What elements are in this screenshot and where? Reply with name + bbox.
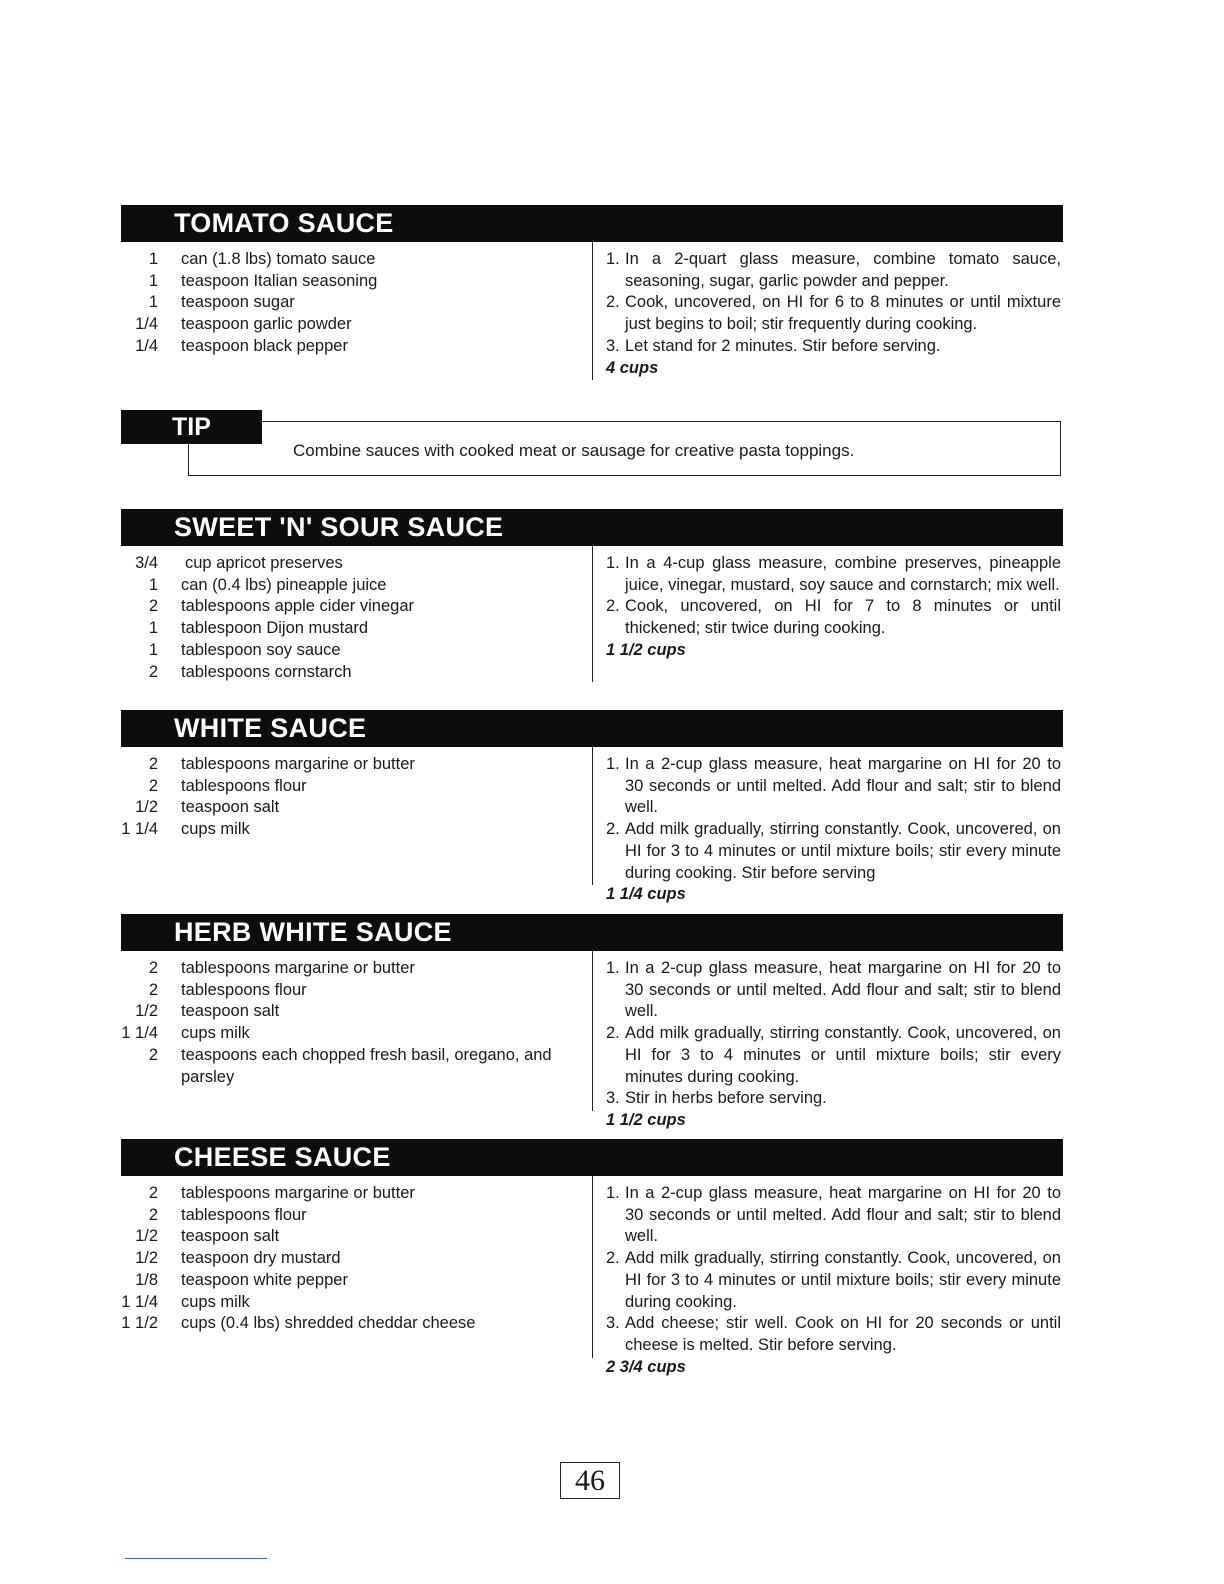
recipe-yield: 1 1/2 cups <box>606 640 686 659</box>
step <box>606 1313 1061 1356</box>
ingredient-item: tablespoon Dijon mustard <box>181 619 369 638</box>
step-text: Let stand for 2 minutes. Stir before serving. <box>625 336 941 355</box>
ingredient-qty: 2 <box>148 959 158 977</box>
ingredient-row <box>121 980 581 1002</box>
step <box>606 553 1061 596</box>
recipe-title: SWEET 'N' SOUR SAUCE <box>174 512 504 542</box>
ingredient-row <box>121 797 581 819</box>
ingredient-qty: 1 <box>148 293 158 312</box>
ingredient-row <box>121 1023 581 1045</box>
ingredient-qty: 1 <box>148 619 158 638</box>
ingredient-row <box>121 249 581 271</box>
step-number: 2. <box>606 1249 620 1268</box>
ingredient-row <box>121 1313 581 1335</box>
ingredient-item: tablespoons cornstarch <box>181 662 352 681</box>
step-text: In a 2-cup glass measure, heat margarine on HI for 20 to 30 seconds or until melted. Add flour and salt; stir to blend well. <box>625 1184 1061 1246</box>
ingredient-item: can (1.8 lbs) tomato sauce <box>181 250 376 268</box>
recipe-yield: 1 1/4 cups <box>606 885 686 904</box>
ingredient-list <box>121 553 581 683</box>
step-list <box>606 1183 1061 1378</box>
ingredient-qty: 2 <box>148 1045 158 1064</box>
ingredient-item: tablespoons flour <box>181 1205 307 1224</box>
recipe-herb-white-sauce <box>121 914 1063 1129</box>
ingredient-item: teaspoon dry mustard <box>181 1249 341 1268</box>
ingredient-item: cups milk <box>181 1024 250 1043</box>
ingredient-item: teaspoon black pepper <box>181 336 348 355</box>
recipe-yield: 2 3/4 cups <box>606 1357 686 1376</box>
ingredient-qty: 1/2 <box>135 798 158 817</box>
ingredient-qty: 1 <box>148 271 158 290</box>
recipe-title-bar <box>121 710 1063 747</box>
ingredient-row <box>121 958 581 980</box>
step <box>606 249 1061 292</box>
ingredient-row <box>121 1270 581 1292</box>
recipe-title: WHITE SAUCE <box>174 713 367 743</box>
recipe-title-bar <box>121 205 1063 242</box>
step-number: 2. <box>606 597 620 616</box>
ingredient-item: teaspoon white pepper <box>181 1270 348 1289</box>
step-text: In a 2-cup glass measure, heat margarine on HI for 20 to 30 seconds or until melted. Add flour and salt; stir to blend well. <box>625 755 1061 817</box>
ingredient-item: teaspoon salt <box>181 1002 280 1021</box>
step <box>606 1023 1061 1088</box>
ingredient-qty: 1 1/4 <box>121 1024 158 1043</box>
step-number: 3. <box>606 1089 620 1108</box>
step-number: 1. <box>606 1184 620 1202</box>
tip-label-tab <box>121 410 262 444</box>
ingredient-item: tablespoons flour <box>181 980 307 999</box>
ingredient-item: tablespoons apple cider vinegar <box>181 597 414 616</box>
tip-frame <box>188 421 1061 476</box>
step-text: Add milk gradually, stirring constantly. Cook, uncovered, on HI for 3 to 4 minutes or until mixture boils; stir every minute during cooking. <box>625 1249 1061 1311</box>
ingredient-qty: 2 <box>148 755 158 773</box>
recipe-title: HERB WHITE SAUCE <box>174 917 452 947</box>
ingredient-row <box>121 640 581 662</box>
ingredient-qty: 2 <box>148 1184 158 1202</box>
step-text: Add cheese; stir well. Cook on HI for 20 seconds or until cheese is melted. Stir before serving. <box>625 1314 1061 1354</box>
tip-box <box>121 410 1063 478</box>
ingredient-row <box>121 271 581 293</box>
ingredient-item: teaspoons each chopped fresh basil, oregano, and parsley <box>181 1045 552 1086</box>
step-text: Add milk gradually, stirring constantly. Cook, uncovered, on HI for 3 to 4 minutes or until mixture boils; stir every minute during cooking. Stir before serving <box>625 820 1061 882</box>
column-divider <box>592 546 593 682</box>
ingredient-item: cups milk <box>181 820 250 839</box>
ingredient-row <box>121 596 581 618</box>
ingredient-qty: 2 <box>148 597 158 616</box>
step-number: 2. <box>606 1024 620 1043</box>
ingredient-row <box>121 776 581 798</box>
step <box>606 754 1061 819</box>
step-list <box>606 958 1061 1132</box>
ingredient-row <box>121 1001 581 1023</box>
step-text: Cook, uncovered, on HI for 7 to 8 minutes or until thickened; stir twice during cooking. <box>625 597 1061 638</box>
ingredient-qty: 1/2 <box>135 1249 158 1268</box>
step-list <box>606 553 1061 662</box>
ingredient-item: cups (0.4 lbs) shredded cheddar cheese <box>181 1314 476 1333</box>
ingredient-item: teaspoon garlic powder <box>181 315 352 334</box>
recipe-title: CHEESE SAUCE <box>174 1142 391 1172</box>
ingredient-qty: 1/8 <box>135 1270 158 1289</box>
ingredient-qty: 1/2 <box>135 1002 158 1021</box>
step-text: Stir in herbs before serving. <box>625 1089 827 1108</box>
ingredient-row <box>121 819 581 841</box>
step <box>606 958 1061 1023</box>
ingredient-row <box>121 1205 581 1227</box>
ingredient-item: tablespoon soy sauce <box>181 640 341 659</box>
step-list <box>606 754 1061 906</box>
ingredient-row <box>121 314 581 336</box>
column-divider <box>592 242 593 380</box>
ingredient-row <box>121 662 581 684</box>
recipe-white-sauce <box>121 710 1063 904</box>
step-number: 1. <box>606 250 620 268</box>
ingredient-qty: 1 <box>148 640 158 659</box>
ingredient-qty: 2 <box>148 1205 158 1224</box>
column-divider <box>592 951 593 1111</box>
step-text: Add milk gradually, stirring constantly. Cook, uncovered, on HI for 3 to 4 minutes or until mixture boils; stir every minutes during cooking. <box>625 1024 1061 1086</box>
step <box>606 1088 1061 1110</box>
ingredient-item: tablespoons flour <box>181 776 307 795</box>
footer-rule <box>125 1558 267 1559</box>
step-text: In a 4-cup glass measure, combine preserves, pineapple juice, vinegar, mustard, soy sauce and cornstarch; mix well. <box>625 554 1061 594</box>
ingredient-qty: 1/4 <box>135 315 158 334</box>
recipe-title-bar <box>121 1139 1063 1176</box>
ingredient-qty: 2 <box>148 776 158 795</box>
recipe-sweet-n-sour-sauce <box>121 509 1063 686</box>
step-text: Cook, uncovered, on HI for 6 to 8 minutes or until mixture just begins to boil; stir frequently during cooking. <box>625 293 1061 334</box>
step-number: 1. <box>606 554 620 572</box>
step <box>606 292 1061 335</box>
step-number: 3. <box>606 336 620 355</box>
ingredient-row <box>121 292 581 314</box>
recipe-tomato-sauce <box>121 205 1063 383</box>
ingredient-row <box>121 1045 581 1088</box>
ingredient-list <box>121 958 581 1088</box>
ingredient-row <box>121 754 581 776</box>
column-divider <box>592 1176 593 1358</box>
ingredient-qty: 2 <box>148 980 158 999</box>
step <box>606 596 1061 639</box>
tip-label: TIP <box>172 413 211 441</box>
ingredient-list <box>121 249 581 358</box>
step <box>606 819 1061 884</box>
ingredient-item: cups milk <box>181 1292 250 1311</box>
recipe-title: TOMATO SAUCE <box>174 208 394 238</box>
ingredient-row <box>121 1183 581 1205</box>
step <box>606 1183 1061 1248</box>
ingredient-row <box>121 618 581 640</box>
recipe-yield: 4 cups <box>606 358 659 377</box>
step <box>606 336 1061 358</box>
ingredient-item: can (0.4 lbs) pineapple juice <box>181 575 387 594</box>
recipe-cheese-sauce <box>121 1139 1063 1376</box>
ingredient-row <box>121 1248 581 1270</box>
step-number: 1. <box>606 959 620 977</box>
recipe-title-bar <box>121 509 1063 546</box>
ingredient-qty: 1 1/2 <box>121 1314 158 1333</box>
ingredient-list <box>121 1183 581 1335</box>
step-number: 3. <box>606 1314 620 1333</box>
ingredient-item: cup apricot preserves <box>185 554 343 572</box>
step <box>606 1248 1061 1313</box>
ingredient-qty: 3/4 <box>135 554 158 572</box>
ingredient-list <box>121 754 581 841</box>
step-number: 1. <box>606 755 620 773</box>
ingredient-row <box>121 1292 581 1314</box>
recipe-title-bar <box>121 914 1063 951</box>
ingredient-row <box>121 336 581 358</box>
step-list <box>606 249 1061 379</box>
step-text: In a 2-quart glass measure, combine tomato sauce, seasoning, sugar, garlic powder and pepper. <box>625 250 1061 290</box>
step-text: In a 2-cup glass measure, heat margarine on HI for 20 to 30 seconds or until melted. Add flour and salt; stir to blend well. <box>625 959 1061 1021</box>
step-number: 2. <box>606 820 620 839</box>
ingredient-qty: 1 1/4 <box>121 820 158 839</box>
ingredient-qty: 1/2 <box>135 1227 158 1246</box>
ingredient-row <box>121 1226 581 1248</box>
tip-text: Combine sauces with cooked meat or sausage for creative pasta toppings. <box>293 441 855 460</box>
ingredient-row <box>121 575 581 597</box>
ingredient-qty: 1 1/4 <box>121 1292 158 1311</box>
step-number: 2. <box>606 293 620 312</box>
ingredient-qty: 1 <box>148 575 158 594</box>
page-number: 46 <box>560 1462 620 1499</box>
ingredient-row <box>121 553 581 575</box>
ingredient-item: tablespoons margarine or butter <box>181 755 415 773</box>
ingredient-qty: 1 <box>148 250 158 268</box>
ingredient-item: tablespoons margarine or butter <box>181 1184 415 1202</box>
ingredient-item: teaspoon sugar <box>181 293 295 312</box>
ingredient-qty: 1/4 <box>135 336 158 355</box>
column-divider <box>592 747 593 885</box>
recipe-yield: 1 1/2 cups <box>606 1110 686 1129</box>
ingredient-qty: 2 <box>148 662 158 681</box>
ingredient-item: teaspoon salt <box>181 798 280 817</box>
ingredient-item: teaspoon salt <box>181 1227 280 1246</box>
ingredient-item: teaspoon Italian seasoning <box>181 271 378 290</box>
ingredient-item: tablespoons margarine or butter <box>181 959 415 977</box>
